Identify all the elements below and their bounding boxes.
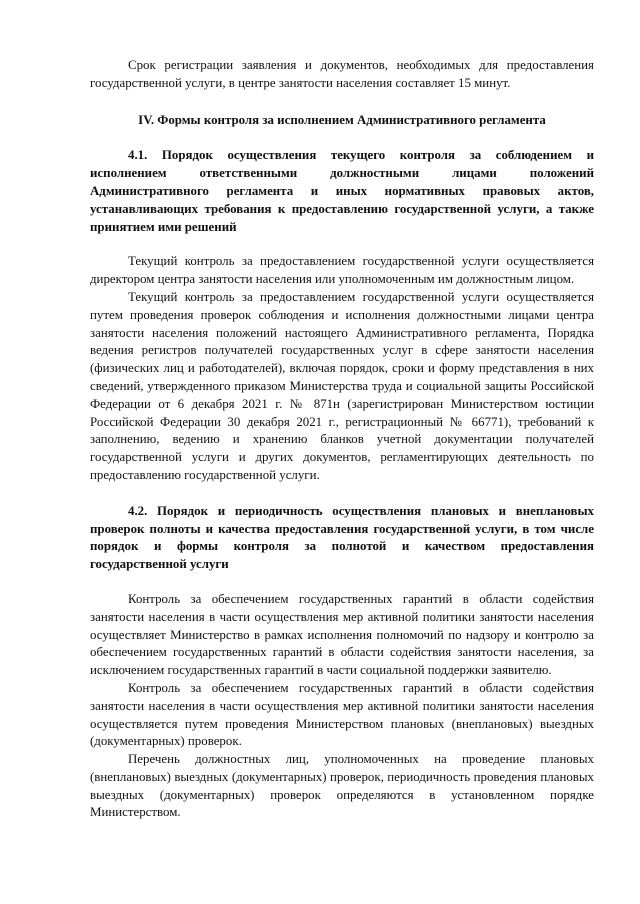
paragraph-control-procedure: Текущий контроль за предоставлением государственной услуги осуществляется путем проведения проверок соблюдения и исполнения должностными лицами центра занятости населения положений настоящего Административного регламента, Порядка ведения регистров получателей государственных услуг в сфере занятости населения (физических лиц и работодателей), включая порядок, сроки и форму представления в них сведений, утвержденного приказом Министерства труда и социальной защиты Российской Федерации от 6 декабря 2021 г. № 871н (зарегистрирован Министерством юстиции Российской Федерации 30 декабря 2021 г., регистрационный № 66771), требований к заполнению, ведению и хранению бланков учетной документации получателей государственной услуги и других документов, регламентирующих деятельность по предоставлению государственной услуги. (90, 289, 594, 482)
paragraph-inspections: Контроль за обеспечением государственных гарантий в области содействия занятости населения в части осуществления мер активной политики занятости населения осуществляется путем проведения Министерством плановых (внеплановых) выездных (документарных) проверок. (90, 680, 594, 749)
paragraph-current-control: Текущий контроль за предоставлением государственной услуги осуществляется директором центра занятости населения или уполномоченным им должностным лицом. (90, 254, 594, 287)
paragraph-ministry-control: Контроль за обеспечением государственных гарантий в области содействия занятости населения в части осуществления мер активной политики занятости населения осуществляет Министерство в рамках исполнения полномочий по надзору и контролю за обеспечением государственных гарантий в области содействия занятости населения, за исключением государственных гарантий в части социальной поддержки заявителю. (90, 591, 594, 678)
subsection-title-4-2: 4.2. Порядок и периодичность осуществления плановых и внеплановых проверок полноты и качества предоставления государственной услуги, в том числе порядок и формы контроля за полнотой и качеством предоставления государственной услуги (90, 503, 594, 572)
section-title-iv: IV. Формы контроля за исполнением Административного регламента (138, 112, 546, 127)
document-page (90, 57, 594, 822)
paragraph-officials-list: Перечень должностных лиц, уполномоченных на проведение плановых (внеплановых) выездных (документарных) проверок, периодичность проведения плановых выездных (документарных) проверок определяются в установленном порядке Министерством. (90, 752, 594, 820)
subsection-title-4-1: 4.1. Порядок осуществления текущего контроля за соблюдением и исполнением ответственными должностными лицами положений Административного регламента и иных нормативных правовых актов, устанавливающих требования к предоставлению государственной услуги, а также принятием ими решений (90, 148, 594, 234)
paragraph-registration-time: Срок регистрации заявления и документов, необходимых для предоставления государственной услуги, в центре занятости населения составляет 15 минут. (90, 58, 594, 90)
